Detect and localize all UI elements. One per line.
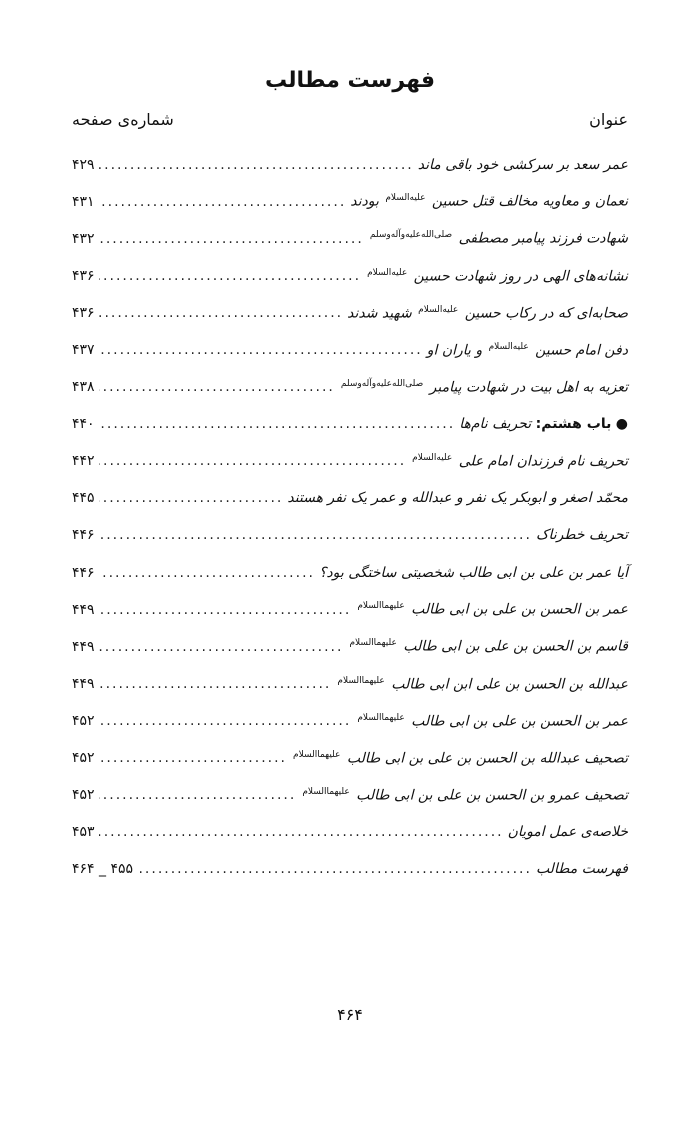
entry-title <box>427 342 628 359</box>
dot-leader <box>99 231 364 247</box>
toc-entry[interactable] <box>72 665 628 702</box>
honorific: صلی‌الله‌علیه‌وآله‌وسلم <box>340 378 424 389</box>
entry-text: تصحیف عبدالله بن الحسن بن علی بن ابی طالب <box>346 750 628 767</box>
entry-title <box>287 490 628 506</box>
entry-page: ۴۵۲ <box>72 712 95 729</box>
entry-title <box>347 305 628 322</box>
entry-title <box>291 750 628 767</box>
entry-text: عمر بن الحسن بن علی بن ابی طالب <box>411 602 628 618</box>
dot-leader <box>99 713 352 729</box>
honorific: علیهما‌السلام <box>302 786 350 797</box>
page-title: فهرست مطالب <box>264 68 436 93</box>
entry-title <box>418 157 628 173</box>
dot-leader <box>99 305 344 321</box>
entry-title <box>368 230 628 247</box>
toc-entry[interactable] <box>72 628 628 665</box>
entry-title <box>355 713 628 730</box>
dot-leader <box>99 639 344 655</box>
page-column-header: شماره‌ی صفحه <box>72 110 174 129</box>
entry-title <box>339 379 628 396</box>
entry-text: تحریف خطرناک <box>535 527 628 544</box>
entry-page: ۴۴۲ <box>72 453 95 470</box>
toc-entry[interactable] <box>72 146 628 183</box>
dot-leader <box>99 157 414 173</box>
toc-entry[interactable] <box>72 740 628 777</box>
dot-leader <box>99 342 423 358</box>
entry-text: تعزیه به اهل بیت در شهادت پیامبر <box>429 379 628 396</box>
topic-column-header: عنوان <box>589 110 628 129</box>
dot-leader <box>99 194 347 210</box>
entry-text: قاسم بن الحسن بن علی بن ابی طالب <box>403 639 628 656</box>
toc-entry[interactable] <box>72 331 628 368</box>
entry-page: ۴۳۷ <box>72 342 95 359</box>
toc-entry[interactable] <box>72 851 628 888</box>
entry-title <box>350 193 628 210</box>
toc-entry[interactable] <box>72 480 628 517</box>
entry-text: عمر بن الحسن بن علی بن ابی طالب <box>411 713 628 730</box>
entry-text: تحریف نام‌ها <box>459 416 532 433</box>
toc-entry[interactable] <box>72 554 628 591</box>
toc-entry[interactable] <box>72 591 628 628</box>
dot-leader <box>99 453 407 469</box>
entry-text: خلاصه‌ی عمل امویان <box>507 824 628 841</box>
toc-entry[interactable] <box>72 814 628 851</box>
entry-page: ۴۳۶ <box>72 304 95 321</box>
toc-entry[interactable] <box>72 702 628 739</box>
entry-title <box>319 565 628 581</box>
entry-text: محمّد اصغر و ابوبکر یک نفر و عبدالله و عمر یک نفر هستند <box>287 490 628 507</box>
dot-leader <box>99 565 315 581</box>
entry-page: ۴۴۰ <box>72 416 95 433</box>
dot-leader <box>99 676 332 692</box>
entry-page: ۴۳۲ <box>72 230 95 247</box>
honorific: علیهما‌السلام <box>349 638 397 649</box>
honorific: علیه‌السلام <box>385 193 426 204</box>
entry-text: تحریف نام فرزندان امام علی <box>458 453 628 470</box>
toc-entry[interactable] <box>72 777 628 814</box>
dot-leader <box>137 861 532 877</box>
toc-entry[interactable] <box>72 369 628 406</box>
toc-entry[interactable] <box>72 294 628 331</box>
entry-text-suffix: و یاران او <box>426 342 483 359</box>
dot-leader <box>99 268 362 284</box>
toc-header <box>72 110 628 129</box>
entry-title <box>300 787 628 804</box>
dot-leader <box>99 750 287 766</box>
dot-leader <box>99 416 456 432</box>
honorific: علیه‌السلام <box>418 304 459 315</box>
entry-title <box>335 676 628 693</box>
entry-title <box>536 527 628 543</box>
entry-page: ۴۳۱ <box>72 193 95 210</box>
entry-page: ۴۴۶ <box>72 527 95 544</box>
toc-entry[interactable] <box>72 443 628 480</box>
toc-entry[interactable] <box>72 257 628 294</box>
entry-text: شهادت فرزند پیامبر مصطفی <box>458 231 628 248</box>
honorific: علیه‌السلام <box>412 452 453 463</box>
entry-page: ۴۴۹ <box>72 638 95 655</box>
entry-title <box>508 824 628 840</box>
dot-leader <box>99 824 504 840</box>
entry-text: نعمان و معاویه مخالف قتل حسین <box>431 193 628 210</box>
chapter-label: باب هشتم: <box>535 416 612 433</box>
entry-page: ۴۴۶ <box>72 564 95 581</box>
entry-text: دفن امام حسین <box>535 342 628 359</box>
entry-page: ۴۴۹ <box>72 675 95 692</box>
entry-page: ۴۵۵ _ ۴۶۴ <box>72 861 134 878</box>
entry-text: نشانه‌های الهی در روز شهادت حسین <box>413 268 628 285</box>
entry-text: فهرست مطالب <box>535 861 628 878</box>
toc-entry[interactable] <box>72 220 628 257</box>
entry-title <box>347 638 628 655</box>
entry-text-suffix: بودند <box>350 193 379 210</box>
entry-text-suffix: شهید شدند <box>347 305 412 322</box>
honorific: صلی‌الله‌علیه‌وآله‌وسلم <box>369 230 453 241</box>
toc-entry[interactable] <box>72 183 628 220</box>
dot-leader <box>99 379 335 395</box>
entry-page: ۴۵۲ <box>72 787 95 804</box>
entry-title <box>459 416 628 432</box>
toc-entry[interactable] <box>72 517 628 554</box>
bullet-icon: ● <box>615 416 628 433</box>
toc-entry[interactable] <box>72 406 628 443</box>
honorific: علیهما‌السلام <box>293 749 341 760</box>
honorific: علیه‌السلام <box>488 341 529 352</box>
dot-leader <box>99 527 532 543</box>
honorific: علیه‌السلام <box>367 267 408 278</box>
dot-leader <box>99 787 297 803</box>
honorific: علیهما‌السلام <box>357 712 405 723</box>
entry-text: آیا عمر بن علی بن ابی طالب شخصیتی ساختگی بود؟ <box>318 564 628 581</box>
page-number: ۴۶۴ <box>337 1005 363 1024</box>
honorific: علیهما‌السلام <box>337 675 385 686</box>
entry-title <box>355 601 628 618</box>
entry-page: ۴۴۹ <box>72 601 95 618</box>
entry-text: تصحیف عمرو بن الحسن بن علی بن ابی طالب <box>356 787 628 804</box>
table-of-contents <box>72 146 628 888</box>
entry-page: ۴۳۸ <box>72 379 95 396</box>
entry-page: ۴۵۳ <box>72 824 95 841</box>
entry-text: عمر سعد بر سرکشی خود باقی ماند <box>417 156 628 173</box>
entry-title <box>365 268 628 285</box>
entry-page: ۴۴۵ <box>72 490 95 507</box>
entry-page: ۴۲۹ <box>72 156 95 173</box>
entry-text: عبدالله بن الحسن بن علی ابن ابی طالب <box>391 676 628 693</box>
entry-title <box>536 861 628 877</box>
honorific: علیهما‌السلام <box>357 601 405 612</box>
entry-text: صحابه‌ای که در رکاب حسین <box>464 305 628 322</box>
entry-page: ۴۳۶ <box>72 267 95 284</box>
entry-page: ۴۵۲ <box>72 750 95 767</box>
dot-leader <box>99 490 284 506</box>
entry-title <box>410 453 628 470</box>
dot-leader <box>99 602 352 618</box>
